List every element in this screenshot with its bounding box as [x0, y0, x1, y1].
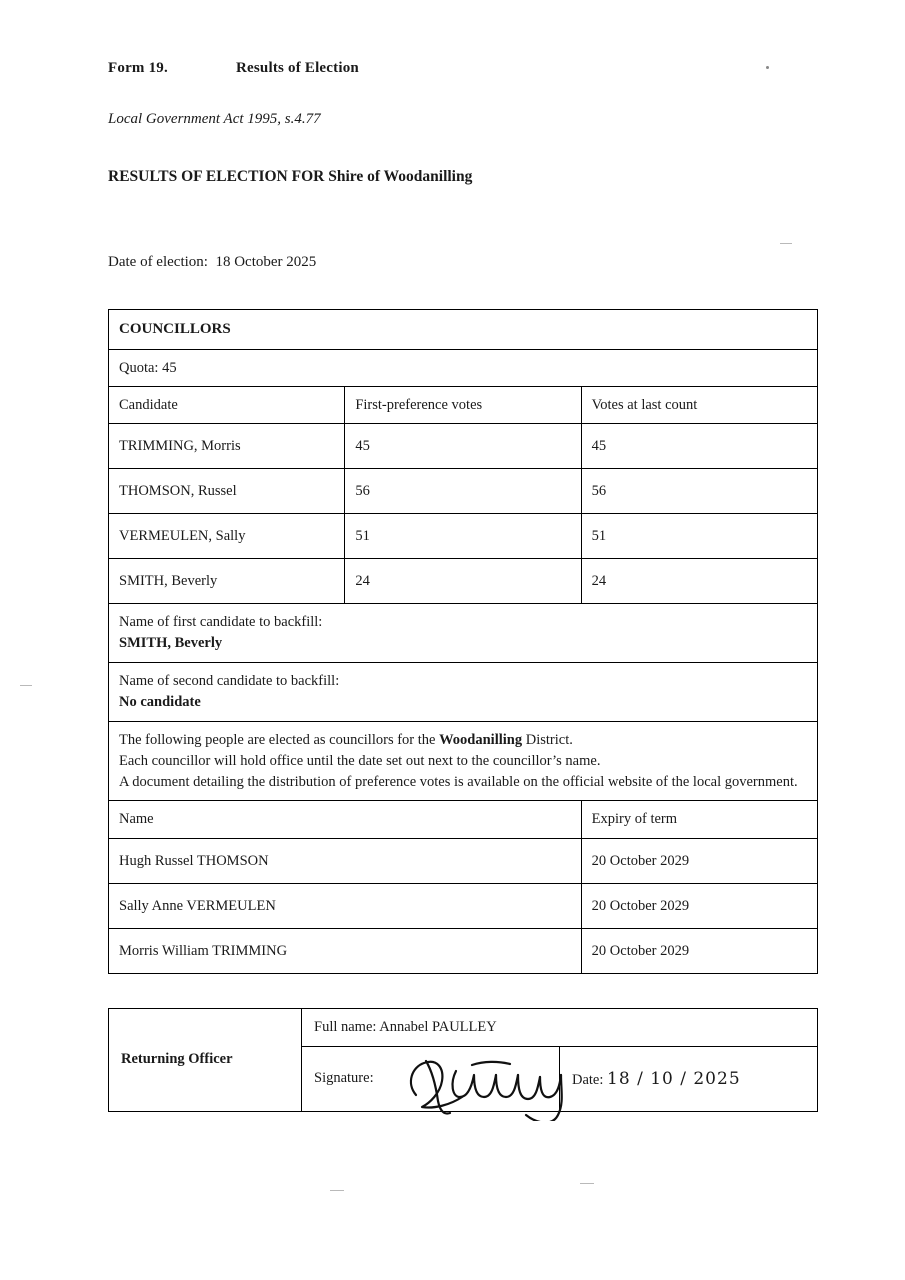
candidate-name: VERMEULEN, Sally: [109, 514, 345, 559]
elected-expiry: 20 October 2029: [581, 838, 817, 883]
date-value: 18 / 10 / 2025: [607, 1068, 741, 1089]
signature-cell: [302, 1046, 560, 1111]
table-row: [109, 469, 818, 514]
second-backfill-cell: [109, 663, 818, 722]
table-row: [109, 722, 818, 801]
note-line-3: A document detailing the distribution of preference votes is available on the official website of the local government.: [119, 774, 798, 791]
signature-label: Signature:: [314, 1070, 374, 1087]
elected-name: Hugh Russel THOMSON: [109, 838, 582, 883]
candidate-name: TRIMMING, Morris: [109, 424, 345, 469]
table-row: [109, 424, 818, 469]
table-row: [109, 838, 818, 883]
column-header-first-preference: First-preference votes: [345, 386, 581, 423]
date-of-election-label: Date of election:: [108, 254, 208, 270]
first-backfill-label: Name of first candidate to backfill:: [119, 614, 323, 630]
quota-line: Quota: 45: [109, 349, 818, 386]
returning-officer-label: Returning Officer: [109, 1008, 302, 1111]
results-heading: RESULTS OF ELECTION FOR Shire of Woodanilling: [108, 168, 473, 185]
document-body: [108, 60, 818, 1112]
candidate-name: SMITH, Beverly: [109, 559, 345, 604]
table-row: [109, 310, 818, 350]
date-of-election-value: 18 October 2025: [215, 254, 317, 270]
scan-artifact-tick-bottom: [330, 1190, 344, 1191]
note-line-1-suffix: District.: [522, 732, 573, 749]
table-header-row: [109, 386, 818, 423]
candidate-last-count: 45: [581, 424, 817, 469]
candidate-first-preference: 56: [345, 469, 581, 514]
column-header-last-count: Votes at last count: [581, 386, 817, 423]
scan-artifact-tick-bottom2: [580, 1183, 594, 1184]
note-district-name: Woodanilling: [439, 732, 523, 749]
table-row: [109, 663, 818, 722]
table-header-row: [109, 801, 818, 838]
note-line-1-prefix: The following people are elected as councillors for the: [119, 732, 440, 749]
second-backfill-label: Name of second candidate to backfill:: [119, 673, 340, 690]
form-header: [108, 60, 818, 77]
candidate-last-count: 51: [581, 514, 817, 559]
scan-artifact-tick-left: [20, 685, 32, 686]
table-row: [109, 514, 818, 559]
second-backfill-value: No candidate: [119, 694, 201, 711]
column-header-expiry: Expiry of term: [581, 801, 817, 838]
date-of-election-line: [108, 254, 818, 271]
table-row: [109, 883, 818, 928]
table-row: [109, 928, 818, 973]
councillors-table: [108, 309, 818, 974]
column-header-name: Name: [109, 801, 582, 838]
table-row: [109, 604, 818, 663]
candidate-first-preference: 51: [345, 514, 581, 559]
returning-officer-table: [108, 1008, 818, 1112]
date-cell: [560, 1046, 818, 1111]
candidate-last-count: 24: [581, 559, 817, 604]
form-title: Results of Election: [236, 60, 359, 76]
form-number: Form 19.: [108, 60, 168, 76]
returning-officer-full-name: Full name: Annabel PAULLEY: [302, 1008, 818, 1046]
first-backfill-value: SMITH, Beverly: [119, 635, 223, 652]
act-reference: Local Government Act 1995, s.4.77: [108, 111, 321, 127]
date-label: Date:: [572, 1071, 604, 1088]
elected-name: Morris William TRIMMING: [109, 928, 582, 973]
elected-name: Sally Anne VERMEULEN: [109, 883, 582, 928]
elected-expiry: 20 October 2029: [581, 883, 817, 928]
councillors-section-heading: COUNCILLORS: [109, 310, 818, 350]
table-row: [109, 559, 818, 604]
candidate-first-preference: 24: [345, 559, 581, 604]
table-row: [109, 349, 818, 386]
elected-expiry: 20 October 2029: [581, 928, 817, 973]
column-header-candidate: Candidate: [109, 386, 345, 423]
election-notes: [109, 722, 818, 801]
first-backfill-cell: [109, 604, 818, 663]
note-line-1: [119, 731, 807, 749]
candidate-last-count: 56: [581, 469, 817, 514]
candidate-name: THOMSON, Russel: [109, 469, 345, 514]
table-row: [109, 1008, 818, 1046]
candidate-first-preference: 45: [345, 424, 581, 469]
note-line-2: Each councillor will hold office until the date set out next to the councillor’s name.: [119, 753, 601, 770]
